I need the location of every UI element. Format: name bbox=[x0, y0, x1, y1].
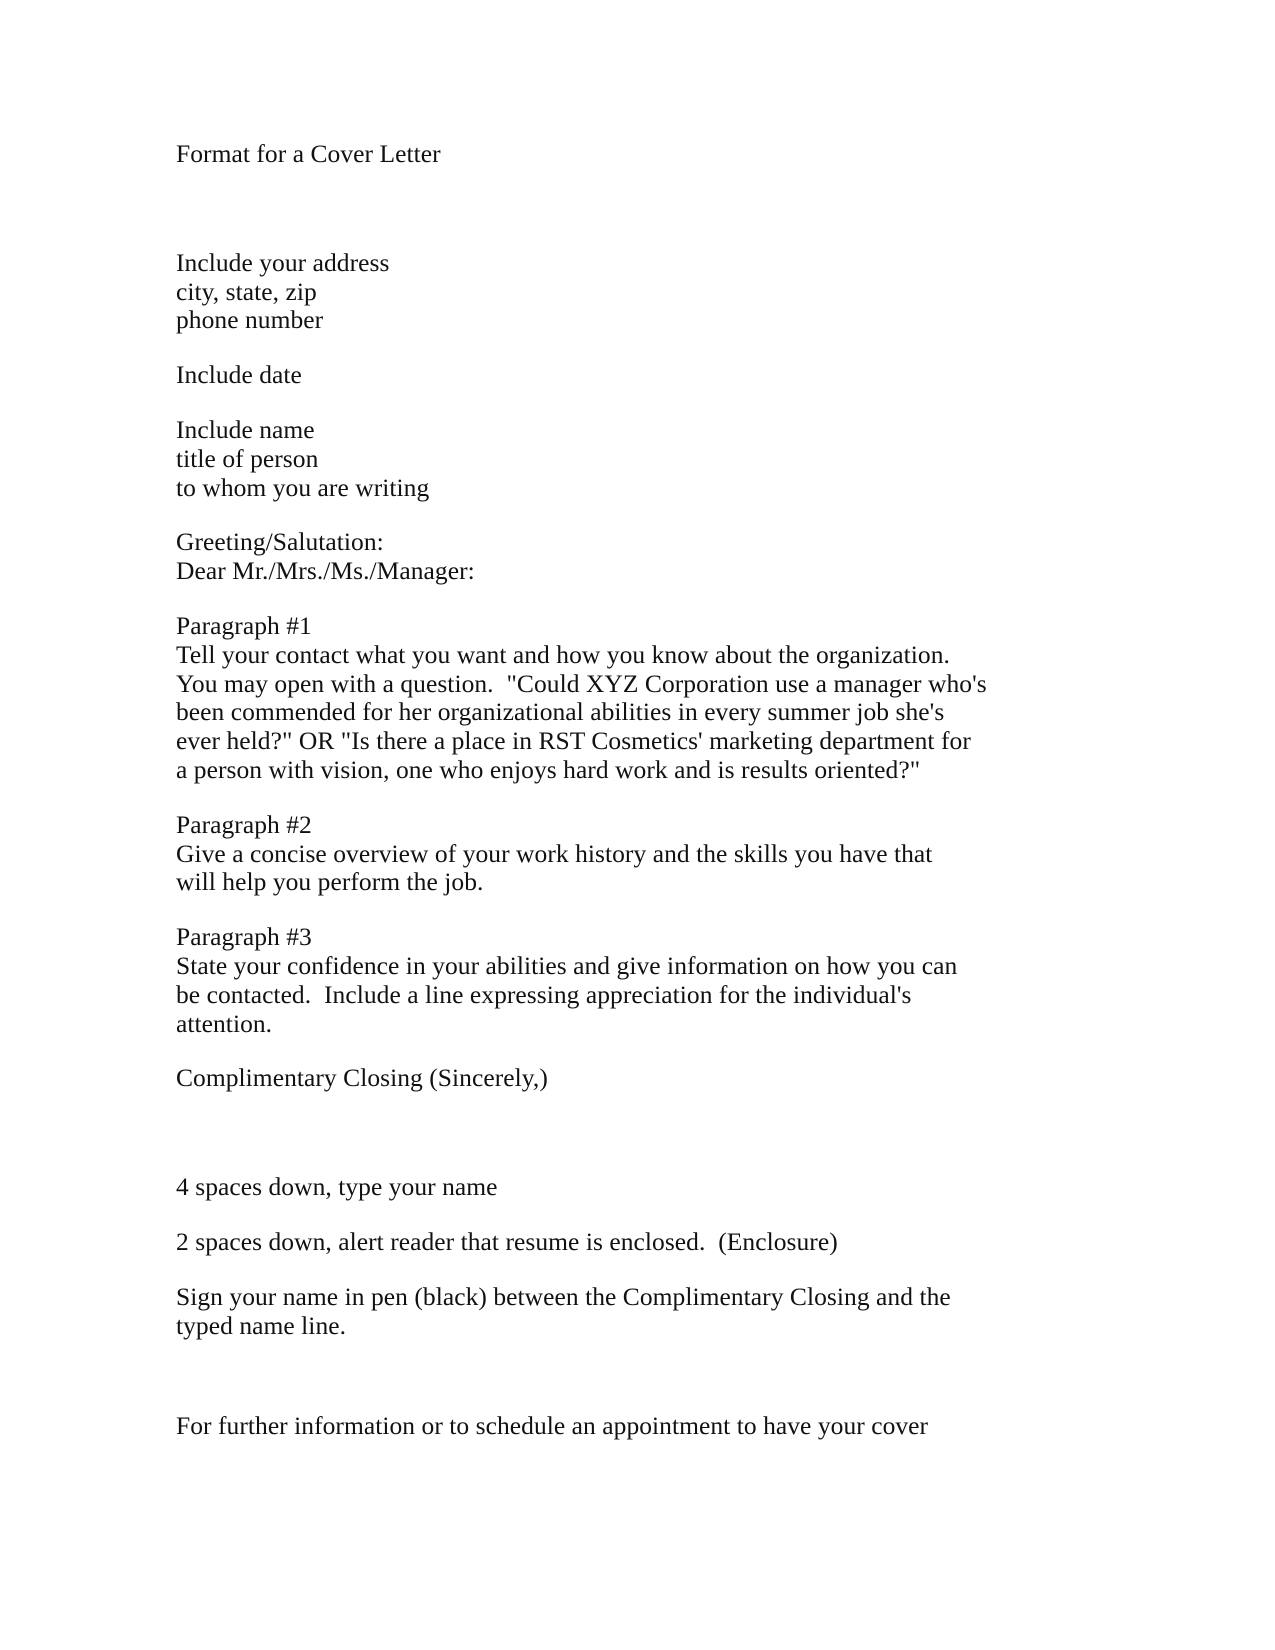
signature-instruction-line: Sign your name in pen (black) between the Complimentary Closing and the bbox=[176, 1281, 951, 1311]
paragraph-line: attention. bbox=[176, 1008, 273, 1038]
spacer-after-title bbox=[176, 169, 976, 249]
signature-instruction-block bbox=[176, 1283, 976, 1341]
recipient-block bbox=[176, 416, 976, 502]
signature-name-block bbox=[176, 1173, 976, 1202]
spacer bbox=[176, 1038, 976, 1064]
spacer-four-lines bbox=[176, 1093, 976, 1173]
document-title: Format for a Cover Letter bbox=[176, 139, 441, 168]
spacer bbox=[176, 1257, 976, 1283]
paragraph-line: State your confidence in your abilities and give information on how you can bbox=[176, 950, 958, 980]
paragraph-heading: Paragraph #1 bbox=[176, 610, 312, 640]
spacer bbox=[176, 897, 976, 923]
paragraph-line: be contacted. Include a line expressing appreciation for the individual's bbox=[176, 979, 912, 1009]
spacer bbox=[176, 1202, 976, 1228]
paragraph-line: will help you perform the job. bbox=[176, 867, 484, 897]
closing-line: Complimentary Closing (Sincerely,) bbox=[176, 1063, 548, 1093]
document-body bbox=[176, 139, 987, 1441]
paragraph-3-block bbox=[176, 923, 976, 1038]
closing-block bbox=[176, 1064, 976, 1093]
spacer bbox=[176, 785, 976, 811]
sender-address-block bbox=[176, 249, 976, 335]
address-line: city, state, zip bbox=[176, 276, 317, 306]
signature-instruction-line: typed name line. bbox=[176, 1310, 347, 1340]
recipient-line: Include name bbox=[176, 414, 315, 444]
paragraph-line: Give a concise overview of your work history and the skills you have that bbox=[176, 838, 933, 868]
further-information-line: For further information or to schedule an appointment to have your cover bbox=[176, 1411, 929, 1441]
signature-name-line: 4 spaces down, type your name bbox=[176, 1172, 498, 1202]
enclosure-block bbox=[176, 1228, 976, 1257]
salutation-block bbox=[176, 528, 976, 586]
paragraph-heading: Paragraph #3 bbox=[176, 922, 312, 952]
address-line: phone number bbox=[176, 305, 324, 335]
address-line: Include your address bbox=[176, 247, 390, 277]
document-title-block bbox=[176, 140, 976, 169]
enclosure-line: 2 spaces down, alert reader that resume is enclosed. (Enclosure) bbox=[176, 1226, 838, 1256]
date-line: Include date bbox=[176, 360, 302, 390]
salutation-label: Greeting/Salutation: bbox=[176, 527, 384, 557]
paragraph-line: You may open with a question. "Could XYZ Corporation use a manager who's bbox=[176, 668, 987, 698]
paragraph-line: a person with vision, one who enjoys hard work and is results oriented?" bbox=[176, 754, 921, 784]
spacer bbox=[176, 502, 976, 528]
paragraph-line: ever held?" OR "Is there a place in RST Cosmetics' marketing department for bbox=[176, 726, 971, 756]
spacer bbox=[176, 586, 976, 612]
further-information-block bbox=[176, 1412, 976, 1441]
recipient-line: title of person bbox=[176, 443, 319, 473]
paragraph-heading: Paragraph #2 bbox=[176, 809, 312, 839]
salutation-line: Dear Mr./Mrs./Ms./Manager: bbox=[176, 556, 475, 586]
paragraph-2-block bbox=[176, 811, 976, 897]
spacer-before-footer bbox=[176, 1340, 976, 1412]
spacer bbox=[176, 335, 976, 361]
paragraph-line: Tell your contact what you want and how you know about the organization. bbox=[176, 639, 950, 669]
paragraph-1-block bbox=[176, 610, 987, 785]
spacer bbox=[176, 390, 976, 416]
date-block bbox=[176, 361, 976, 390]
paragraph-line: been commended for her organizational abilities in every summer job she's bbox=[176, 697, 945, 727]
recipient-line: to whom you are writing bbox=[176, 472, 430, 502]
